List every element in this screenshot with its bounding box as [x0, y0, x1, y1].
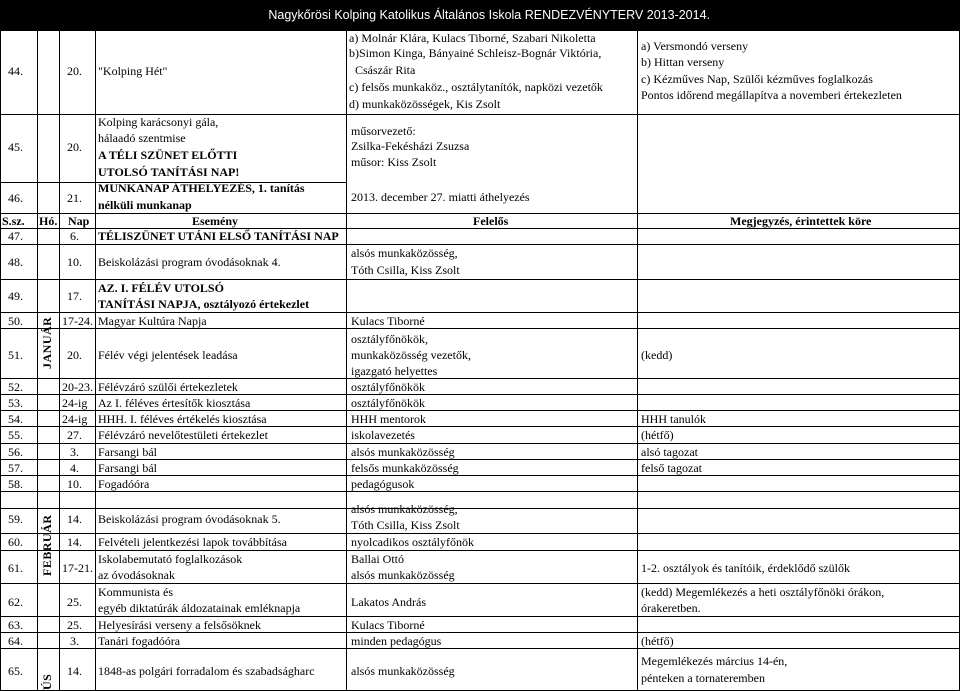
row-line	[0, 426, 960, 427]
event-text: Kommunista és	[98, 585, 173, 599]
event-text: 1848-as polgári forradalom és szabadságharc	[98, 664, 315, 678]
month-label-january: JANUÁR	[40, 316, 54, 369]
event-text: hálaadó szentmise	[98, 131, 186, 145]
row-number: 52.	[8, 380, 23, 394]
header-felelos: Felelős	[473, 214, 509, 228]
row-line	[0, 508, 960, 509]
row-number: 64.	[8, 634, 23, 648]
responsible-text: igazgató helyettes	[351, 364, 438, 378]
row-line	[0, 312, 960, 313]
row-day: 17.	[67, 289, 82, 303]
row-number: 58.	[8, 477, 23, 491]
row-day: 20.	[67, 64, 82, 78]
note-text: pénteken a tornateremben	[641, 671, 765, 685]
note-text: Pontos időrend megállapítva a novemberi értekezleten	[641, 88, 902, 102]
row-day: 20.	[67, 348, 82, 362]
column-line	[37, 30, 38, 691]
row-line	[0, 632, 960, 633]
event-text: Iskolabemutató foglalkozások	[98, 552, 243, 566]
responsible-text: osztályfőnökök,	[351, 332, 428, 346]
row-number: 60.	[8, 535, 23, 549]
responsible-text: HHH mentorok	[351, 412, 426, 426]
row-day: 20.	[67, 140, 82, 154]
responsible-text: d) munkaközösségek, Kis Zsolt	[349, 97, 501, 111]
row-day: 14.	[67, 535, 82, 549]
responsible-text: alsós munkaközösség	[351, 568, 455, 582]
event-text: Beiskolázási program óvodásoknak 5.	[98, 512, 281, 526]
row-number: 65.	[8, 664, 23, 678]
row-day: 20-23.	[62, 380, 93, 394]
responsible-text: b)Simon Kinga, Bányainé Schleisz-Bognár Viktória,	[349, 46, 602, 60]
row-day: 6.	[70, 229, 79, 243]
row-number: 49.	[8, 289, 23, 303]
row-day: 21.	[67, 191, 82, 205]
row-line	[0, 475, 960, 476]
row-day: 3.	[70, 445, 79, 459]
responsible-text: alsós munkaközösség,	[351, 502, 458, 516]
row-line	[0, 491, 960, 492]
row-day: 27.	[67, 428, 82, 442]
event-text: Helyesírási verseny a felsősöknek	[98, 618, 261, 632]
event-text: Az I. féléves értesítők kiosztása	[98, 396, 251, 410]
row-day: 25.	[67, 618, 82, 632]
header-nap: Nap	[68, 214, 90, 228]
responsible-text: c) felsős munkaköz., osztálytanítók, napközi vezetők	[349, 80, 603, 94]
responsible-text: alsós munkaközösség	[351, 445, 455, 459]
responsible-text: pedagógusok	[351, 477, 415, 491]
event-text: "Kolping Hét"	[98, 64, 168, 78]
row-number: 59.	[8, 512, 23, 526]
responsible-text: nyolcadikos osztályfőnök	[351, 535, 474, 549]
event-text: UTOLSÓ TANÍTÁSI NAP!	[98, 165, 240, 179]
row-day: 17-21.	[62, 561, 93, 575]
responsible-text: alsós munkaközösség,	[351, 246, 458, 260]
row-day: 14.	[67, 512, 82, 526]
row-day: 24-ig	[62, 396, 88, 410]
row-line	[0, 550, 960, 551]
row-line	[0, 378, 960, 379]
document-title: Nagykőrösi Kolping Katolikus Általános Iskola RENDEZVÉNYTERV 2013-2014.	[268, 8, 710, 22]
note-text: HHH tanulók	[641, 412, 706, 426]
row-number: 54.	[8, 412, 23, 426]
event-text: Farsangi bál	[98, 461, 157, 475]
event-text: Kolping karácsonyi gála,	[98, 115, 219, 129]
responsible-text: műsor: Kiss Zsolt	[351, 155, 437, 169]
note-text: a) Versmondó verseny	[641, 39, 749, 53]
responsible-text: felsős munkaközösség	[351, 461, 459, 475]
row-day: 24-ig	[62, 412, 88, 426]
row-number: 48.	[8, 255, 23, 269]
event-text: Félévzáró nevelőtestületi értekezlet	[98, 428, 268, 442]
event-text: Tanári fogadóóra	[98, 634, 181, 648]
row-day: 4.	[70, 461, 79, 475]
responsible-text: Tóth Csilla, Kiss Zsolt	[351, 263, 460, 277]
responsible-text: Kulacs Tiborné	[351, 618, 425, 632]
responsible-text: műsorvezető:	[351, 124, 416, 138]
row-day: 10.	[67, 477, 82, 491]
event-text: A TÉLI SZÜNET ELŐTTI	[98, 148, 238, 162]
header-ho: Hó.	[39, 214, 58, 228]
note-text: c) Kézműves Nap, Szülői kézműves foglalkozás	[641, 72, 873, 86]
responsible-text: minden pedagógus	[351, 634, 442, 648]
note-text: (hétfő)	[641, 634, 674, 648]
event-text: Fogadóóra	[98, 477, 150, 491]
responsible-text: a) Molnár Klára, Kulacs Tiborné, Szabari Nikoletta	[349, 31, 596, 45]
responsible-text: alsós munkaközösség	[351, 664, 455, 678]
row-line	[0, 459, 960, 460]
event-text: HHH. I. féléves értékelés kiosztása	[98, 412, 267, 426]
month-label-march: ÚS	[40, 673, 54, 690]
row-day: 25.	[67, 595, 82, 609]
row-number: 47.	[8, 229, 23, 243]
responsible-text: munkaközösség vezetők,	[351, 348, 471, 362]
responsible-text: osztályfőnökök	[351, 396, 425, 410]
row-line	[0, 394, 960, 395]
row-number: 63.	[8, 618, 23, 632]
note-text: órakeretben.	[641, 601, 701, 615]
row-line	[0, 410, 960, 411]
note-text: alsó tagozat	[641, 445, 698, 459]
event-text: TANÍTÁSI NAPJA, osztályozó értekezlet	[98, 297, 310, 311]
row-day: 3.	[70, 634, 79, 648]
row-line	[0, 328, 960, 329]
row-number: 45.	[8, 140, 23, 154]
column-line	[95, 30, 96, 691]
responsible-text: iskolavezetés	[351, 428, 415, 442]
row-number: 46.	[8, 191, 23, 205]
row-number: 53.	[8, 396, 23, 410]
event-text: az óvodásoknak	[98, 568, 175, 582]
responsible-text: Ballai Ottó	[351, 552, 404, 566]
row-line	[0, 583, 960, 584]
responsible-text: Tóth Csilla, Kiss Zsolt	[351, 518, 460, 532]
note-text: b) Hittan verseny	[641, 55, 725, 69]
responsible-text: Császár Rita	[355, 63, 416, 77]
row-day: 17-24.	[62, 314, 93, 328]
event-text: egyéb diktatúrák áldozatainak emléknapja	[98, 601, 301, 615]
document-header-bar	[0, 0, 960, 30]
responsible-text: osztályfőnökök	[351, 380, 425, 394]
row-line	[0, 616, 960, 617]
row-number: 57.	[8, 461, 23, 475]
month-label-february: FEBRUÁR	[40, 514, 54, 576]
note-text: (hétfő)	[641, 428, 674, 442]
column-line	[0, 30, 1, 691]
row-number: 50.	[8, 314, 23, 328]
header-sorsz: S.sz.	[2, 214, 25, 228]
row-line	[0, 648, 960, 649]
note-text: (kedd)	[641, 348, 673, 362]
column-line	[59, 30, 60, 691]
event-plan-table	[0, 30, 960, 691]
event-text: Félév végi jelentések leadása	[98, 348, 238, 362]
column-line	[346, 30, 347, 691]
responsible-text: 2013. december 27. miatti áthelyezés	[351, 190, 530, 204]
event-text: Farsangi bál	[98, 445, 157, 459]
event-text: Magyar Kultúra Napja	[98, 314, 207, 328]
row-number: 44.	[8, 64, 23, 78]
event-text: AZ. I. FÉLÉV UTOLSÓ	[98, 281, 224, 295]
row-line	[0, 533, 960, 534]
event-text: Félévzáró szülői értekezletek	[98, 380, 238, 394]
header-megjegyzes: Megjegyzés, érintettek köre	[730, 214, 872, 228]
responsible-text: Kulacs Tiborné	[351, 314, 425, 328]
column-line	[637, 30, 638, 691]
row-number: 56.	[8, 445, 23, 459]
note-text: Megemlékezés március 14-én,	[641, 654, 788, 668]
header-esemeny: Esemény	[192, 214, 238, 228]
row-number: 61.	[8, 561, 23, 575]
responsible-text: Lakatos András	[351, 595, 426, 609]
note-text: (kedd) Megemlékezés a heti osztályfőnöki órákon,	[641, 585, 885, 599]
event-text: MUNKANAP ÁTHELYEZÉS, 1. tanítás	[98, 181, 305, 195]
row-day: 10.	[67, 255, 82, 269]
row-number: 62.	[8, 595, 23, 609]
note-text: felső tagozat	[641, 461, 702, 475]
row-line	[0, 244, 960, 245]
event-text: Felvételi jelentkezési lapok továbbítása	[98, 535, 287, 549]
event-text: Beiskolázási program óvodásoknak 4.	[98, 255, 281, 269]
row-line	[0, 443, 960, 444]
event-text: TÉLISZÜNET UTÁNI ELSŐ TANÍTÁSI NAP	[98, 229, 339, 243]
note-text: 1-2. osztályok és tanítóik, érdeklődő szülők	[641, 561, 850, 575]
row-number: 51.	[8, 348, 23, 362]
row-line	[0, 279, 960, 280]
row-day: 14.	[67, 664, 82, 678]
row-number: 55.	[8, 428, 23, 442]
event-text: nélküli munkanap	[98, 198, 192, 212]
responsible-text: Zsilka-Fekésházi Zsuzsa	[351, 139, 470, 153]
